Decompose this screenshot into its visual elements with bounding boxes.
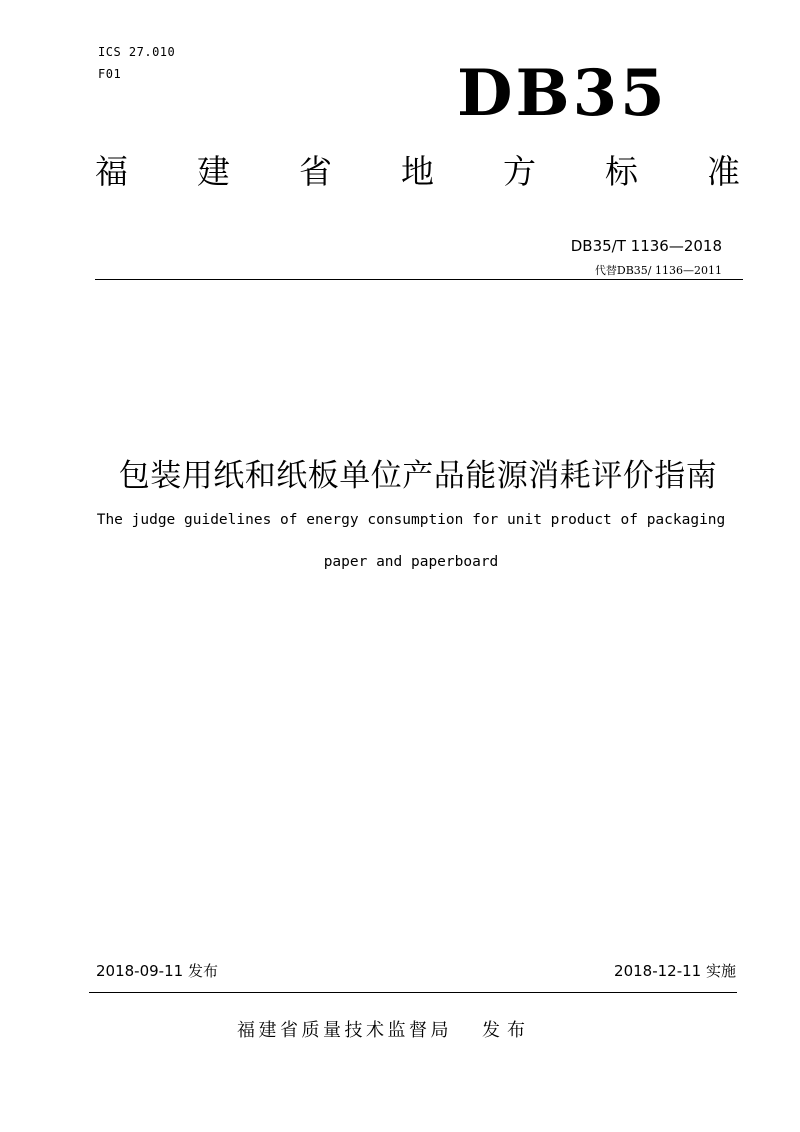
db35-logo: DB35 [457,56,668,131]
ccs-code: F01 [98,67,122,81]
standard-type-char: 建 [197,152,230,191]
issuing-authority: 福建省质量技术监督局 [237,1020,452,1041]
standard-type-char: 省 [299,152,332,191]
issuer-row [237,1016,532,1042]
ics-code: ICS 27.010 [98,45,176,59]
issue-date: 2018-09-11 发布 [96,962,218,980]
document-title-en-line2: paper and paperboard [323,554,499,570]
standard-number: DB35/T 1136—2018 [570,237,722,255]
standard-type-char: 福 [95,152,128,191]
document-title-en-line1: The judge guidelines of energy consumption for unit product of packaging [96,512,726,528]
implementation-date: 2018-12-11 实施 [614,962,736,980]
issue-label: 发布 [482,1020,532,1041]
replaces-standard: 代替DB35/ 1136—2011 [594,264,722,277]
header-divider [95,279,743,280]
standard-type-banner [95,152,740,191]
document-title-zh: 包装用纸和纸板单位产品能源消耗评价指南 [118,458,718,494]
standard-type-char: 方 [503,152,536,191]
standard-type-char: 标 [605,152,638,191]
standard-type-char: 准 [707,152,740,191]
footer-divider [89,992,737,993]
standard-type-char: 地 [401,152,434,191]
